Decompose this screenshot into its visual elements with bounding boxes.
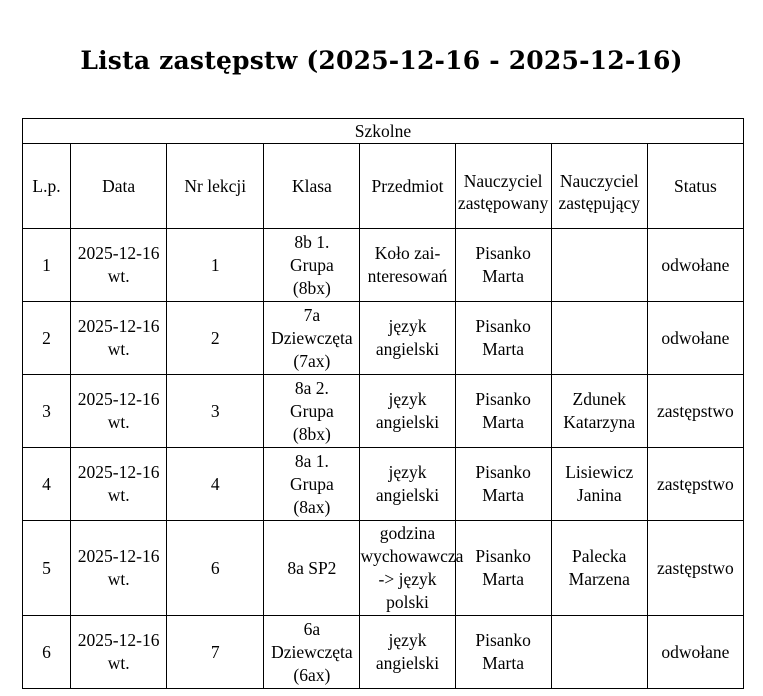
cell-date: 2025-12-16 wt. — [71, 229, 167, 302]
cell-subject: godzina wychowawcza -> język polski — [360, 521, 455, 616]
cell-lesson-number: 2 — [167, 302, 264, 375]
cell-status: zastępstwo — [647, 521, 743, 616]
cell-lp: 6 — [23, 616, 71, 689]
header-status: Status — [647, 144, 743, 229]
table-row — [23, 616, 744, 689]
cell-date: 2025-12-16 wt. — [71, 375, 167, 448]
cell-teacher-substitute: Zdunek Katarzyna — [551, 375, 647, 448]
table-row — [23, 448, 744, 521]
cell-date: 2025-12-16 wt. — [71, 302, 167, 375]
cell-class: 8a 2. Grupa (8bx) — [264, 375, 360, 448]
table-row — [23, 229, 744, 302]
cell-teacher-substitute: Palecka Marzena — [551, 521, 647, 616]
cell-class: 8a SP2 — [264, 521, 360, 616]
cell-status: zastępstwo — [647, 375, 743, 448]
cell-status: odwołane — [647, 616, 743, 689]
section-title: Szkolne — [23, 119, 744, 144]
cell-status: odwołane — [647, 302, 743, 375]
header-teacher-substitute: Nauczyciel zastępujący — [551, 144, 647, 229]
cell-teacher-replaced: Pisanko Marta — [455, 229, 551, 302]
cell-lesson-number: 3 — [167, 375, 264, 448]
cell-teacher-substitute — [551, 616, 647, 689]
cell-lp: 5 — [23, 521, 71, 616]
cell-lp: 1 — [23, 229, 71, 302]
cell-class: 8a 1. Grupa (8ax) — [264, 448, 360, 521]
header-lp: L.p. — [23, 144, 71, 229]
cell-lp: 3 — [23, 375, 71, 448]
cell-teacher-replaced: Pisanko Marta — [455, 521, 551, 616]
cell-date: 2025-12-16 wt. — [71, 521, 167, 616]
section-header-row — [23, 119, 744, 144]
cell-teacher-replaced: Pisanko Marta — [455, 375, 551, 448]
cell-class: 6a Dziewczęta (6ax) — [264, 616, 360, 689]
header-class: Klasa — [264, 144, 360, 229]
header-date: Data — [71, 144, 167, 229]
cell-teacher-substitute — [551, 229, 647, 302]
cell-teacher-replaced: Pisanko Marta — [455, 302, 551, 375]
cell-lp: 4 — [23, 448, 71, 521]
cell-lesson-number: 6 — [167, 521, 264, 616]
cell-status: zastępstwo — [647, 448, 743, 521]
cell-subject: język angielski — [360, 302, 455, 375]
cell-status: odwołane — [647, 229, 743, 302]
column-header-row — [23, 144, 744, 229]
cell-lp: 2 — [23, 302, 71, 375]
header-lesson-number: Nr lekcji — [167, 144, 264, 229]
cell-teacher-replaced: Pisanko Marta — [455, 448, 551, 521]
page-title: Lista zastępstw (2025-12-16 - 2025-12-16) — [80, 46, 683, 75]
cell-class: 7a Dziewczęta (7ax) — [264, 302, 360, 375]
cell-class: 8b 1. Grupa (8bx) — [264, 229, 360, 302]
cell-date: 2025-12-16 wt. — [71, 616, 167, 689]
cell-subject: Koło zai- nteresowań — [360, 229, 455, 302]
cell-date: 2025-12-16 wt. — [71, 448, 167, 521]
header-teacher-replaced: Nauczyciel zastępowany — [455, 144, 551, 229]
header-subject: Przedmiot — [360, 144, 455, 229]
cell-teacher-substitute: Lisiewicz Janina — [551, 448, 647, 521]
cell-subject: język angielski — [360, 448, 455, 521]
table-row — [23, 375, 744, 448]
cell-teacher-replaced: Pisanko Marta — [455, 616, 551, 689]
cell-subject: język angielski — [360, 375, 455, 448]
table-row — [23, 521, 744, 616]
cell-subject: język angielski — [360, 616, 455, 689]
cell-teacher-substitute — [551, 302, 647, 375]
cell-lesson-number: 1 — [167, 229, 264, 302]
cell-lesson-number: 7 — [167, 616, 264, 689]
cell-lesson-number: 4 — [167, 448, 264, 521]
substitutions-table — [22, 118, 744, 689]
table-row — [23, 302, 744, 375]
